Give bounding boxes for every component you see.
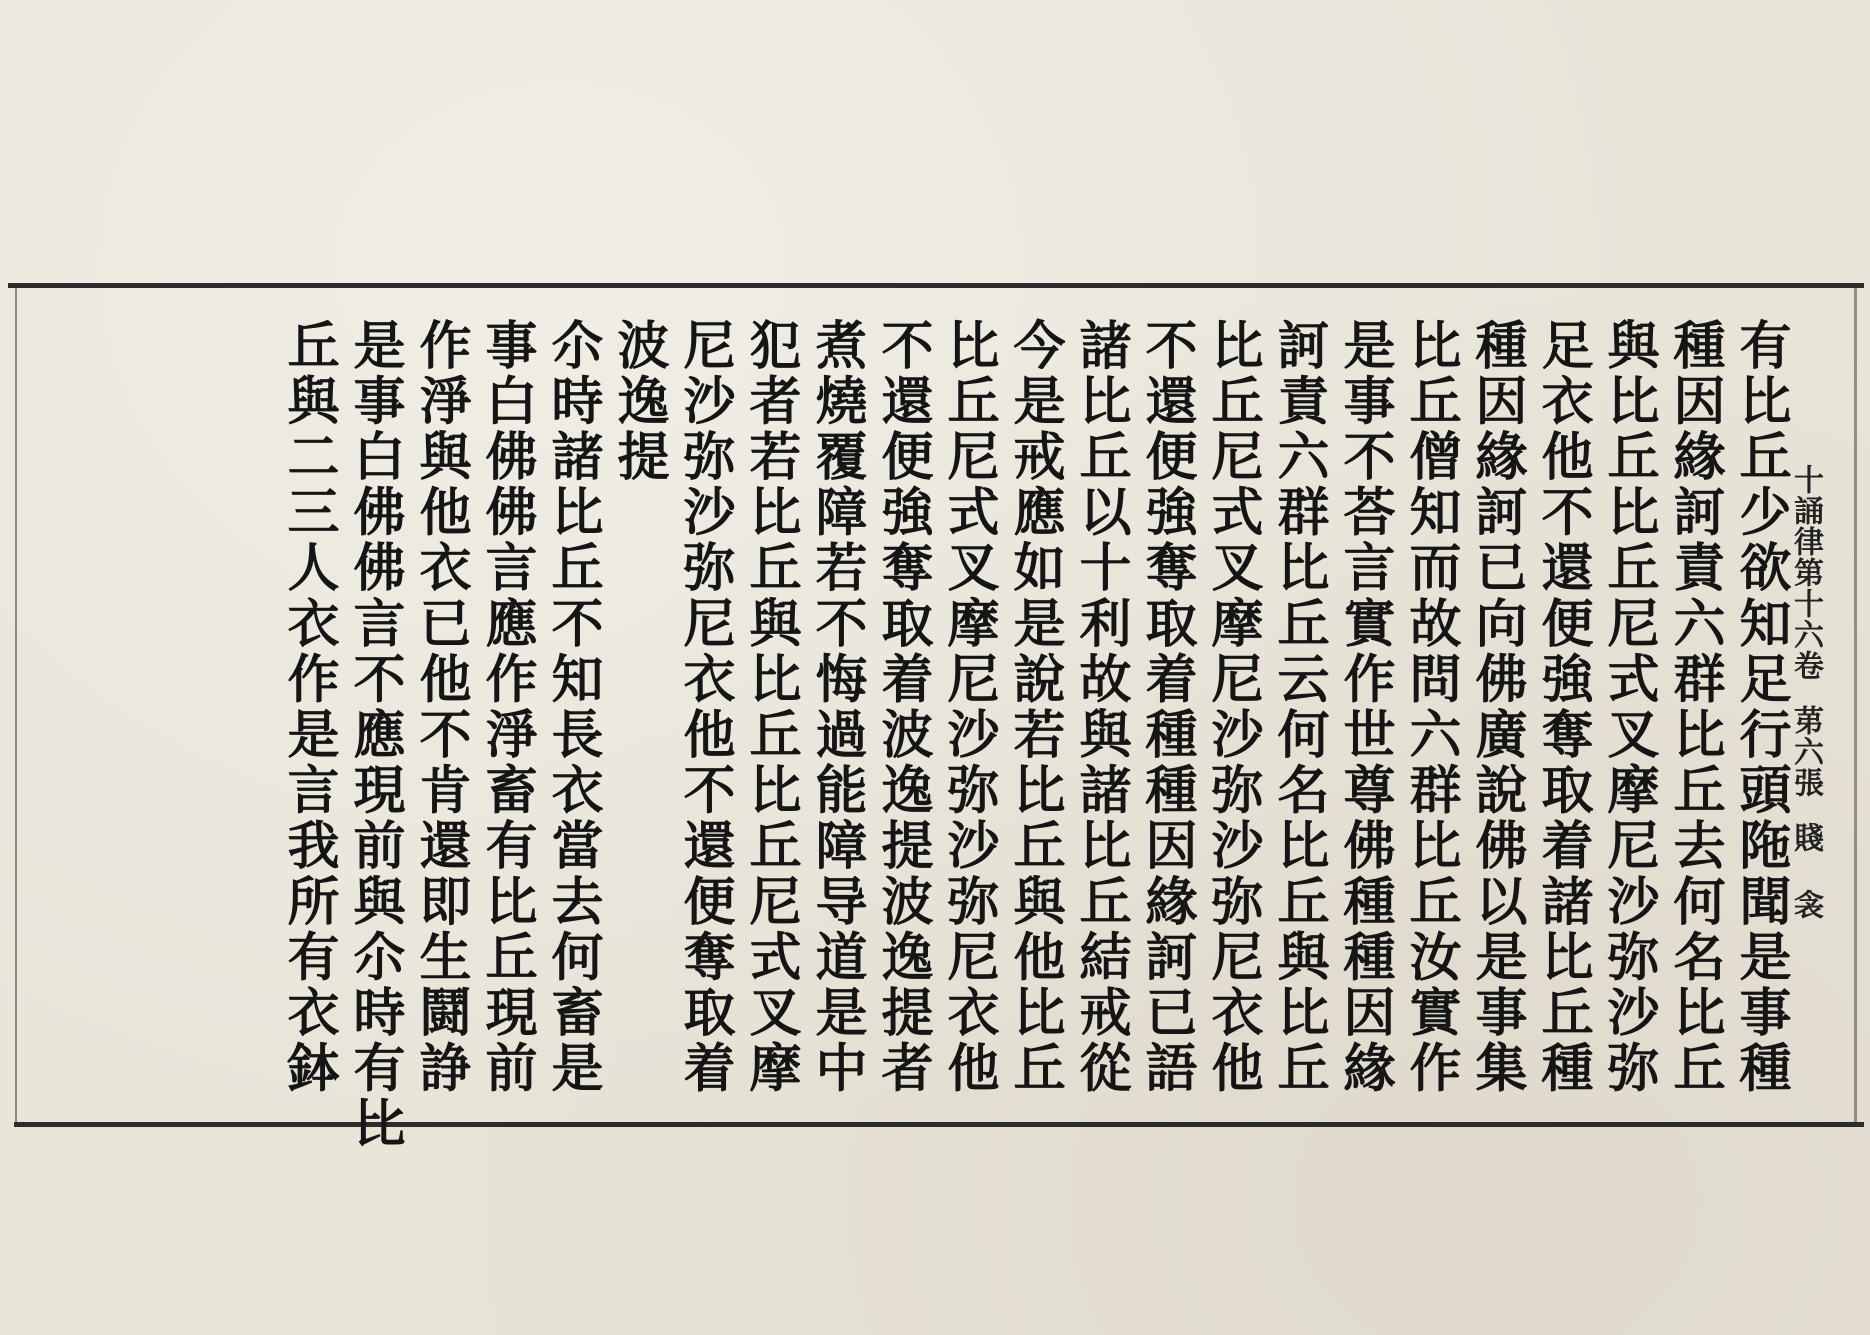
- catalog-code: 賤 衾: [1788, 822, 1823, 920]
- text-column: 與比丘比丘尼式叉摩尼沙弥沙弥: [1598, 318, 1659, 1097]
- sheet-number: 苐六張: [1788, 705, 1823, 798]
- text-column: 種因緣訶已向佛廣說佛以是事集: [1466, 318, 1527, 1097]
- text-column: 比丘尼式叉摩尼沙弥沙弥尼衣他: [938, 318, 999, 1097]
- text-column: 種因緣訶責六群比丘去何名比丘: [1664, 318, 1725, 1097]
- text-column: 煮燒覆障若不悔過能障导道是中: [806, 318, 867, 1097]
- text-block: [80, 318, 1791, 1152]
- text-column: 不還便強奪取着波逸提波逸提者: [872, 318, 933, 1097]
- text-column: 波逸提: [608, 318, 669, 485]
- text-column: 不還便強奪取着種種因緣訶已語: [1136, 318, 1197, 1097]
- text-column: 訶責六群比丘云何名比丘與比丘: [1268, 318, 1329, 1097]
- page-header: [1788, 464, 1822, 920]
- text-column: 是事白佛佛言不應現前與尒時有比: [344, 318, 405, 1152]
- bottom-border-rule: [14, 1122, 1864, 1127]
- text-column: 今是戒應如是說若比丘與他比丘: [1004, 318, 1065, 1097]
- text-column: 丘與二三人衣作是言我所有衣鉢: [278, 318, 339, 1097]
- text-column: 比丘僧知而故問六群比丘汝實作: [1400, 318, 1461, 1097]
- text-column: 是事不荅言實作世尊佛種種因緣: [1334, 318, 1395, 1097]
- text-column: 有比丘少欲知足行頭陁聞是事種: [1730, 318, 1791, 1097]
- text-column: 諸比丘以十利故與諸比丘結戒從: [1070, 318, 1131, 1097]
- top-border-rule: [8, 283, 1864, 288]
- text-column: 犯者若比丘與比丘比丘尼式叉摩: [740, 318, 801, 1097]
- right-border-line: [1854, 288, 1857, 1122]
- text-column: 尒時諸比丘不知長衣當去何畜是: [542, 318, 603, 1097]
- text-column: 足衣他不還便強奪取着諸比丘種: [1532, 318, 1593, 1097]
- text-column: 作淨與他衣已他不肯還即生鬪諍: [410, 318, 471, 1097]
- text-column: 比丘尼式叉摩尼沙弥沙弥尼衣他: [1202, 318, 1263, 1097]
- text-column: 事白佛佛言應作淨畜有比丘現前: [476, 318, 537, 1097]
- left-border-line: [15, 288, 17, 1122]
- volume-title: 十誦律第十六卷: [1788, 464, 1823, 681]
- text-column: 尼沙弥沙弥尼衣他不還便奪取着: [674, 318, 735, 1097]
